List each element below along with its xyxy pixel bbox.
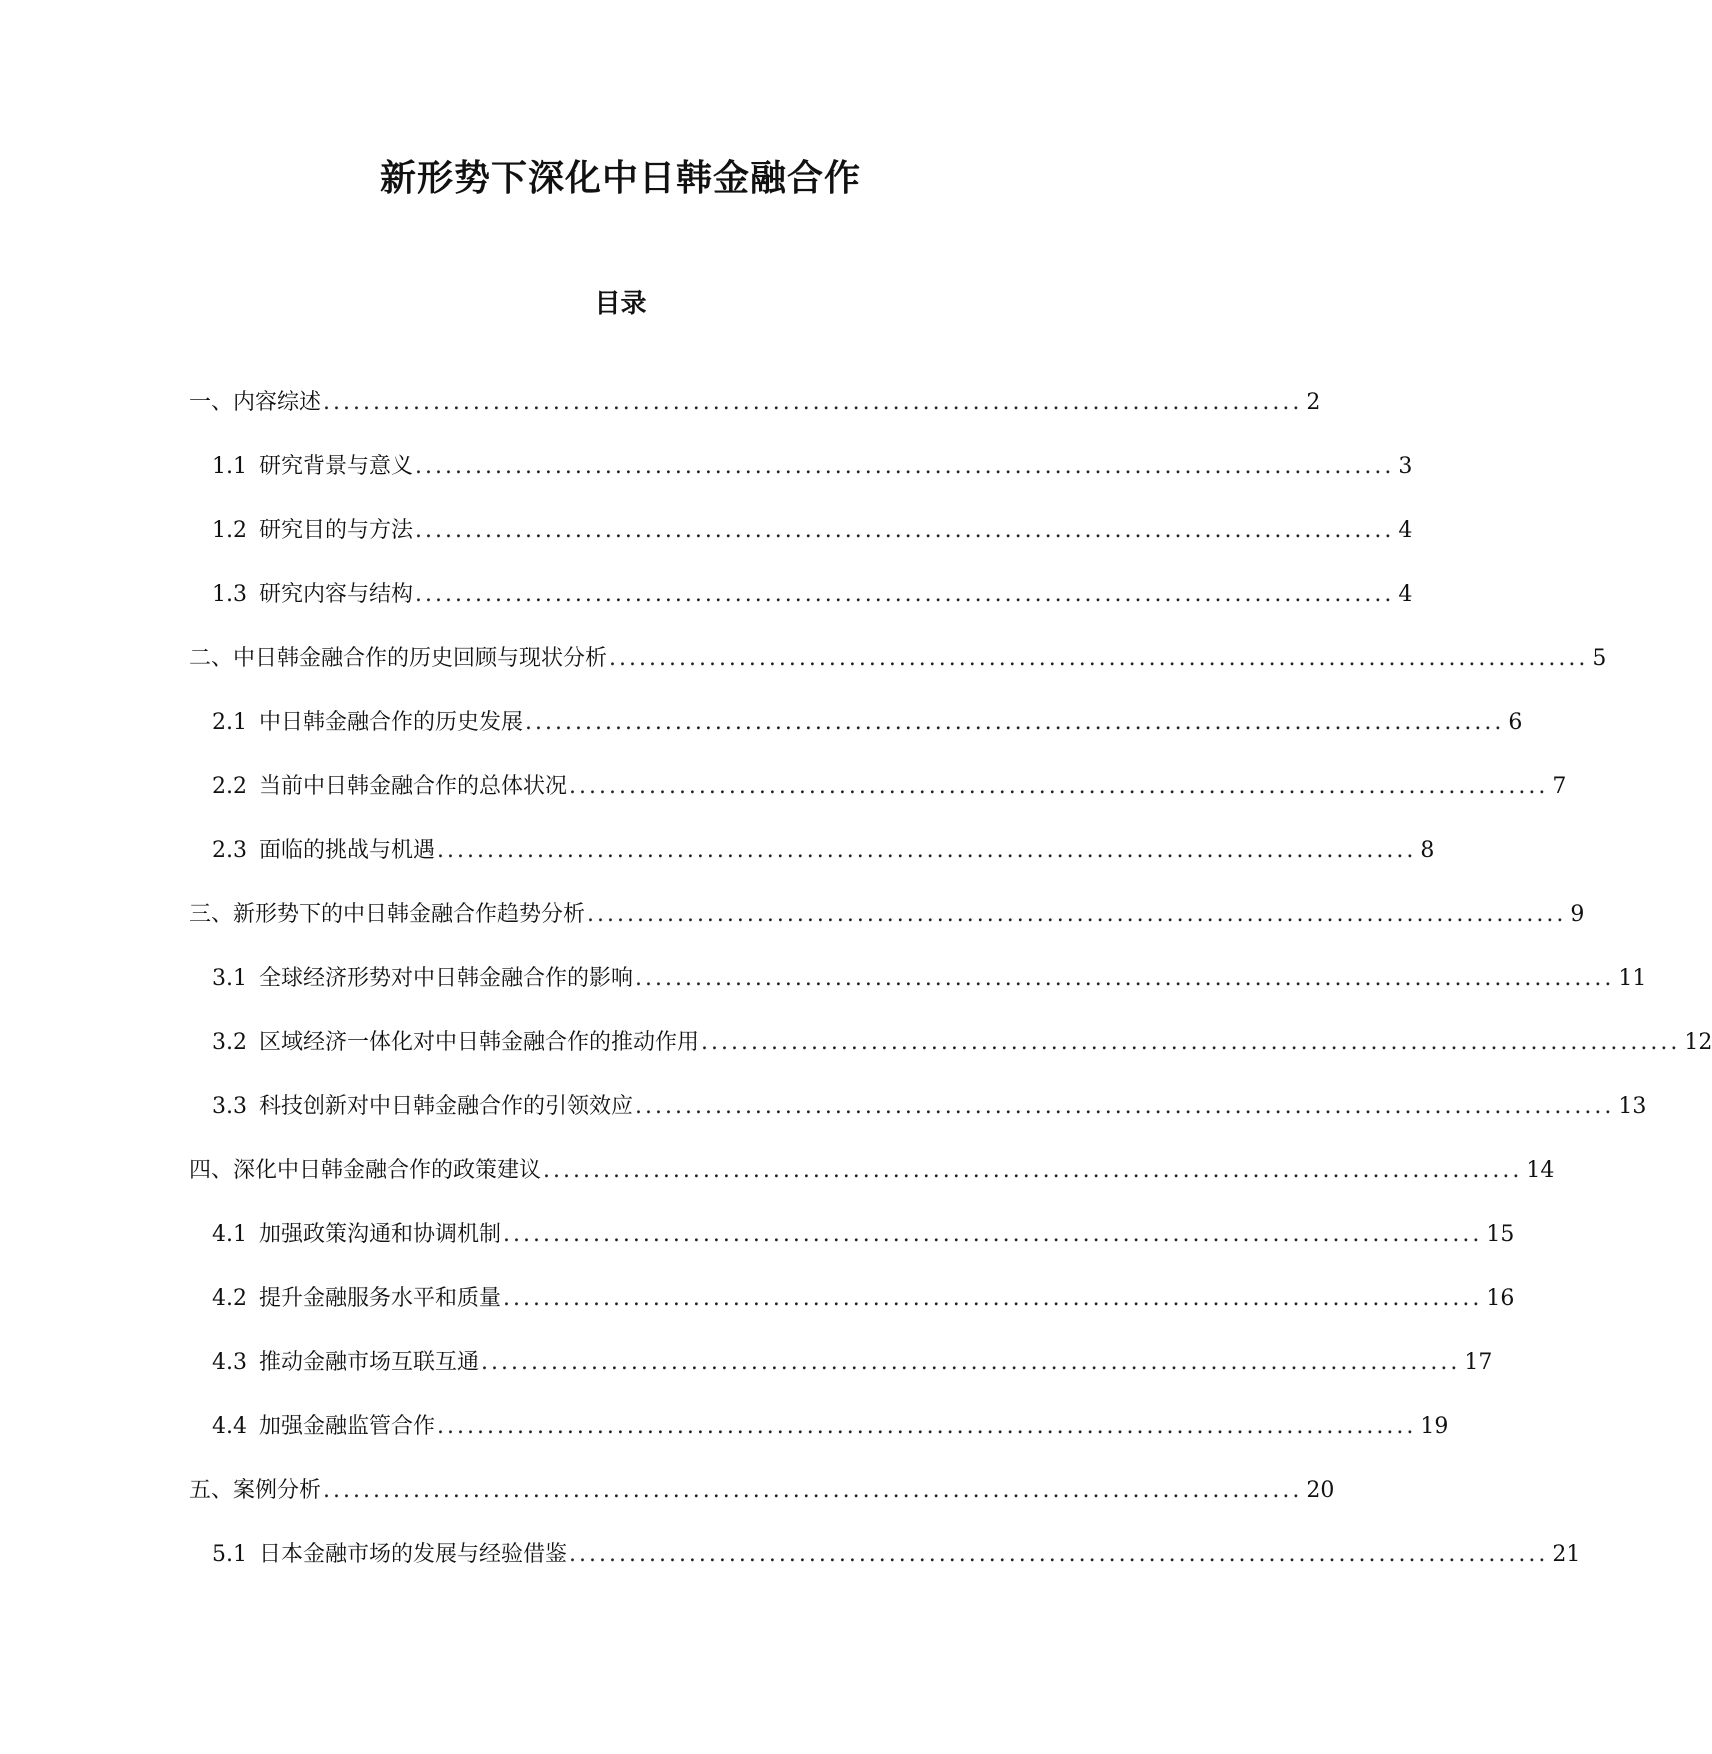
- toc-leader-dots: ..................................................................................................: [701, 1030, 1681, 1055]
- toc-leader-dots: ..................................................................................................: [437, 1414, 1417, 1439]
- toc-entry[interactable]: [212, 511, 1413, 551]
- toc-entry-page: 16: [1486, 1286, 1515, 1311]
- toc-entry[interactable]: [189, 1151, 1555, 1191]
- toc-entry-number: 3.2: [212, 1030, 247, 1055]
- toc-entry-number: 4.2: [212, 1286, 247, 1311]
- toc-entry[interactable]: [212, 1215, 1515, 1255]
- toc-entry[interactable]: [189, 895, 1585, 935]
- toc-entry[interactable]: [212, 575, 1413, 615]
- toc-entry-text: 三、新形势下的中日韩金融合作趋势分析: [189, 902, 586, 927]
- toc-leader-dots: ..................................................................................................: [415, 582, 1395, 607]
- toc-entry-page: 13: [1618, 1094, 1647, 1119]
- toc-entry-number: 3.1: [212, 966, 247, 991]
- toc-entry-number: 2.1: [212, 710, 247, 735]
- toc-entry[interactable]: [212, 1087, 1647, 1127]
- toc-entry-number: 2.2: [212, 774, 247, 799]
- toc-leader-dots: ..................................................................................................: [503, 1222, 1483, 1247]
- toc-entry[interactable]: [212, 1279, 1515, 1319]
- toc-leader-dots: ..................................................................................................: [323, 1478, 1303, 1503]
- toc-entry-text: 日本金融市场的发展与经验借鉴: [259, 1542, 568, 1567]
- toc-heading: 目录: [594, 289, 647, 319]
- toc-entry-text: 区域经济一体化对中日韩金融合作的推动作用: [259, 1030, 700, 1055]
- toc-entry-page: 6: [1508, 710, 1523, 735]
- toc-entry-page: 15: [1486, 1222, 1515, 1247]
- toc-entry-number: 4.3: [212, 1350, 247, 1375]
- toc-entry-text: 加强金融监管合作: [259, 1414, 436, 1439]
- toc-entry-page: 14: [1526, 1158, 1555, 1183]
- toc-entry[interactable]: [212, 959, 1647, 999]
- toc-entry[interactable]: [212, 1343, 1493, 1383]
- toc-entry[interactable]: [212, 1535, 1581, 1575]
- toc-entry-page: 7: [1552, 774, 1567, 799]
- toc-entry-text: 四、深化中日韩金融合作的政策建议: [189, 1158, 542, 1183]
- toc-leader-dots: ..................................................................................................: [525, 710, 1505, 735]
- document-title: 新形势下深化中日韩金融合作: [379, 158, 861, 199]
- toc-entry-text: 五、案例分析: [189, 1478, 322, 1503]
- toc-entry[interactable]: [189, 639, 1607, 679]
- toc-entry-page: 4: [1398, 582, 1413, 607]
- toc-entry[interactable]: [212, 767, 1567, 807]
- toc-leader-dots: ..................................................................................................: [481, 1350, 1461, 1375]
- toc-entry-page: 21: [1552, 1542, 1581, 1567]
- toc-entry-number: 5.1: [212, 1542, 247, 1567]
- toc-leader-dots: ..................................................................................................: [503, 1286, 1483, 1311]
- toc-leader-dots: ..................................................................................................: [415, 454, 1395, 479]
- toc-entry-text: 科技创新对中日韩金融合作的引领效应: [259, 1094, 634, 1119]
- toc-entry-number: 1.1: [212, 454, 247, 479]
- toc-leader-dots: ..................................................................................................: [543, 1158, 1523, 1183]
- toc-entry-number: 1.3: [212, 582, 247, 607]
- toc-entry-page: 8: [1420, 838, 1435, 863]
- toc-entry-text: 中日韩金融合作的历史发展: [259, 710, 524, 735]
- toc-entry[interactable]: [189, 383, 1321, 423]
- toc-entry-text: 加强政策沟通和协调机制: [259, 1222, 502, 1247]
- toc-leader-dots: ..................................................................................................: [569, 1542, 1549, 1567]
- toc-entry-number: 2.3: [212, 838, 247, 863]
- toc-leader-dots: ..................................................................................................: [609, 646, 1589, 671]
- toc-entry-text: 一、内容综述: [189, 390, 322, 415]
- toc-entry-page: 4: [1398, 518, 1413, 543]
- toc-leader-dots: ..................................................................................................: [569, 774, 1549, 799]
- toc-leader-dots: ..................................................................................................: [635, 1094, 1615, 1119]
- toc-entry-text: 全球经济形势对中日韩金融合作的影响: [259, 966, 634, 991]
- toc-entry-number: 1.2: [212, 518, 247, 543]
- toc-entry-page: 3: [1398, 454, 1413, 479]
- toc-entry[interactable]: [212, 1023, 1712, 1063]
- toc-entry[interactable]: [212, 447, 1413, 487]
- toc-leader-dots: ..................................................................................................: [437, 838, 1417, 863]
- toc-entry-page: 12: [1684, 1030, 1712, 1055]
- toc-leader-dots: ..................................................................................................: [323, 390, 1303, 415]
- toc-entry-text: 二、中日韩金融合作的历史回顾与现状分析: [189, 646, 608, 671]
- toc-entry-page: 5: [1592, 646, 1607, 671]
- toc-entry-text: 研究背景与意义: [259, 454, 414, 479]
- toc-entry-number: 3.3: [212, 1094, 247, 1119]
- toc-entry[interactable]: [212, 831, 1435, 871]
- toc-entry-text: 推动金融市场互联互通: [259, 1350, 480, 1375]
- toc-entry-text: 面临的挑战与机遇: [259, 838, 436, 863]
- toc-entry-page: 20: [1306, 1478, 1335, 1503]
- toc-leader-dots: ..................................................................................................: [415, 518, 1395, 543]
- toc-entry-page: 9: [1570, 902, 1585, 927]
- toc-entry-text: 研究内容与结构: [259, 582, 414, 607]
- toc-entry-page: 17: [1464, 1350, 1493, 1375]
- toc-entry-number: 4.1: [212, 1222, 247, 1247]
- toc-leader-dots: ..................................................................................................: [587, 902, 1567, 927]
- toc-entry-page: 2: [1306, 390, 1321, 415]
- toc-entry-text: 提升金融服务水平和质量: [259, 1286, 502, 1311]
- toc-entry-text: 研究目的与方法: [259, 518, 414, 543]
- toc-entry[interactable]: [212, 1407, 1449, 1447]
- toc-entry[interactable]: [212, 703, 1523, 743]
- toc-entry[interactable]: [189, 1471, 1335, 1511]
- toc-entry-text: 当前中日韩金融合作的总体状况: [259, 774, 568, 799]
- toc-leader-dots: ..................................................................................................: [635, 966, 1615, 991]
- toc-entry-page: 11: [1618, 966, 1647, 991]
- toc-entry-page: 19: [1420, 1414, 1449, 1439]
- toc-entry-number: 4.4: [212, 1414, 247, 1439]
